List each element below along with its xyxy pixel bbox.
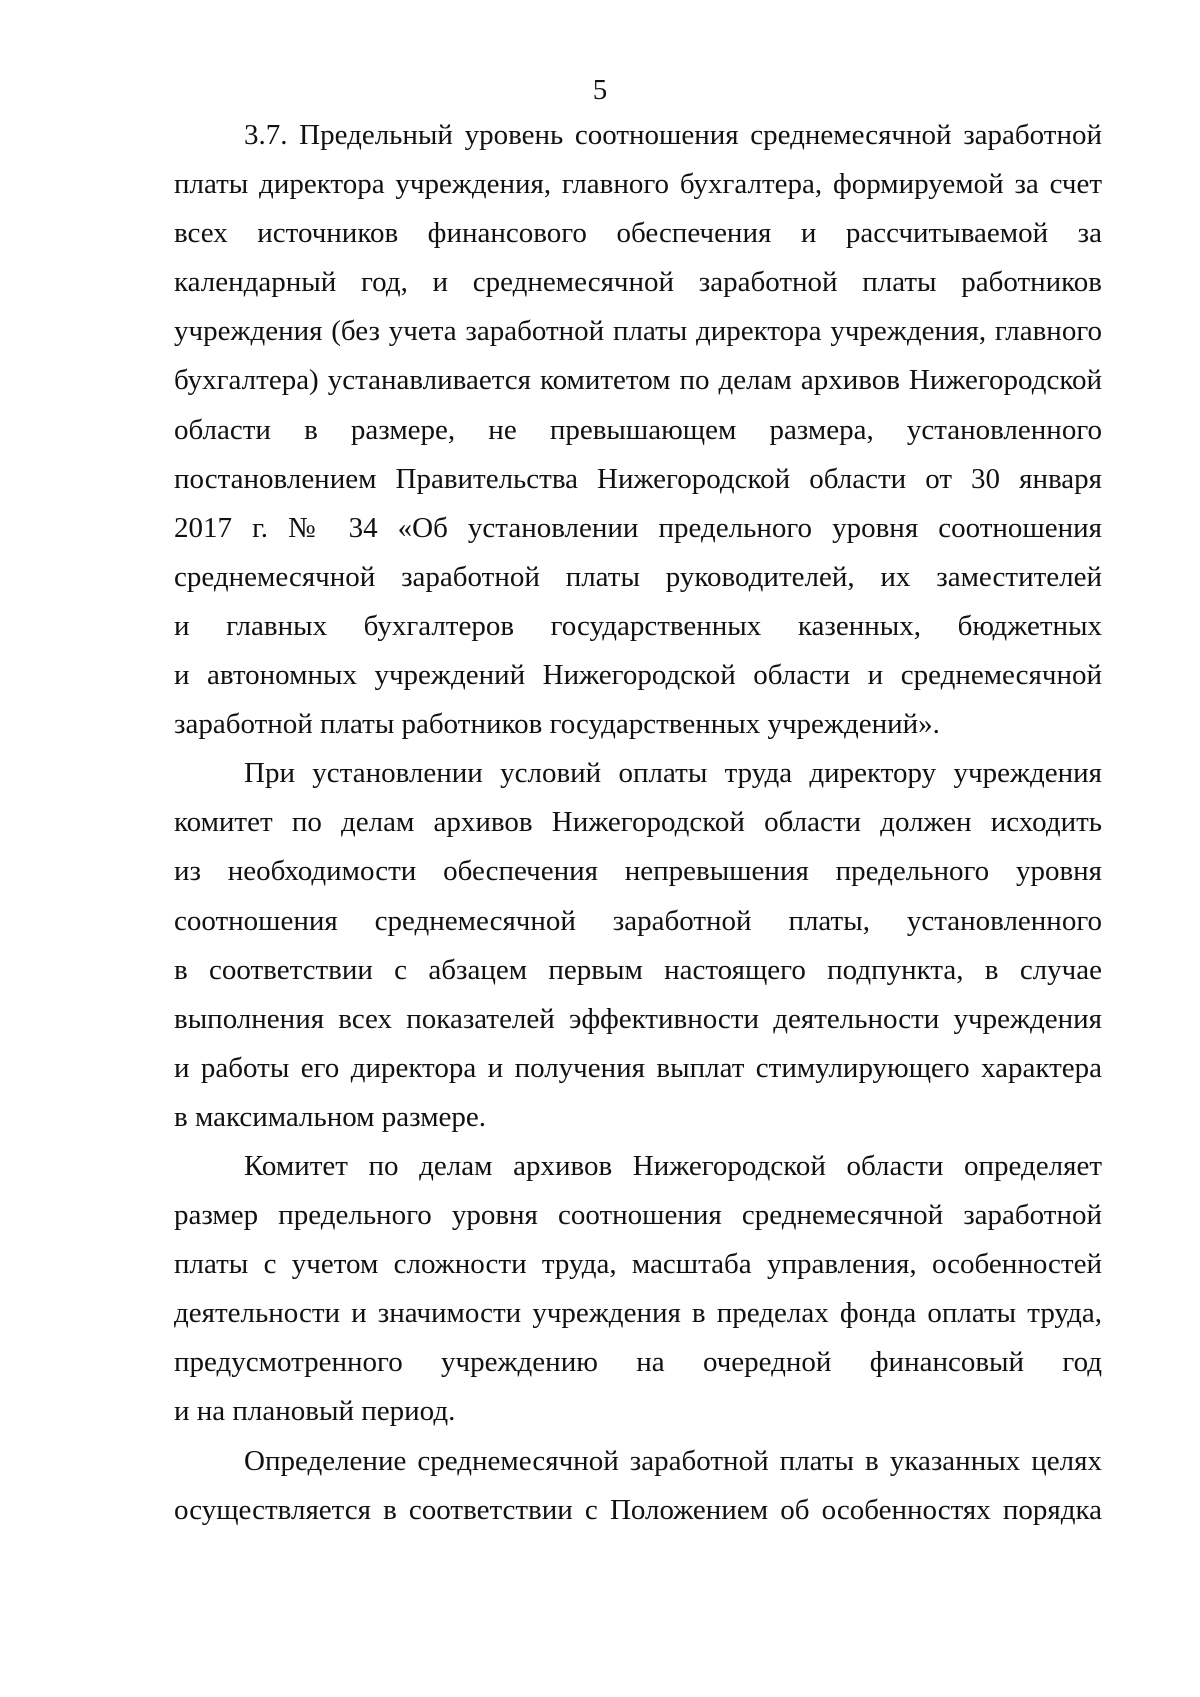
paragraph-3-7 xyxy=(174,111,1102,749)
text-line: и главных бухгалтеров государственных казенных, бюджетных xyxy=(174,609,1102,642)
text-line: в соответствии с абзацем первым настоящего подпункта, в случае xyxy=(174,953,1102,986)
text-line: платы с учетом сложности труда, масштаба управления, особенностей xyxy=(174,1248,1102,1281)
text-line: 3.7. Предельный уровень соотношения среднемесячной заработной xyxy=(244,119,1102,151)
text-line: платы директора учреждения, главного бухгалтера, формируемой за счет xyxy=(174,168,1102,201)
text-line: размер предельного уровня соотношения среднемесячной заработной xyxy=(174,1199,1102,1232)
text-line: и работы его директора и получения выплат стимулирующего характера xyxy=(174,1051,1102,1084)
document-body xyxy=(174,111,1102,1535)
text-line: в максимальном размере. xyxy=(174,1100,487,1133)
text-line: комитет по делам архивов Нижегородской области должен исходить xyxy=(174,806,1102,839)
text-line: осуществляется в соответствии с Положением об особенностях порядка xyxy=(174,1493,1102,1526)
text-line: всех источников финансового обеспечения и рассчитываемой за xyxy=(174,217,1102,250)
text-line: При установлении условий оплаты труда директору учреждения xyxy=(244,757,1102,790)
text-line: 2017 г. № 34 «Об установлении предельного уровня соотношения xyxy=(174,511,1102,544)
text-line: заработной платы работников государственных учреждений». xyxy=(174,708,940,741)
text-line: Комитет по делам архивов Нижегородской области определяет xyxy=(244,1149,1102,1182)
text-line: среднемесячной заработной платы руководителей, их заместителей xyxy=(174,560,1102,593)
text-line: и автономных учреждений Нижегородской области и среднемесячной xyxy=(174,659,1102,692)
text-line: учреждения (без учета заработной платы директора учреждения, главного xyxy=(174,315,1102,348)
text-line: и на плановый период. xyxy=(174,1395,456,1428)
text-line: Определение среднемесячной заработной платы в указанных целях xyxy=(244,1444,1102,1477)
page-number: 5 xyxy=(592,74,608,106)
text-line: деятельности и значимости учреждения в пределах фонда оплаты труда, xyxy=(174,1297,1102,1330)
text-line: постановлением Правительства Нижегородской области от 30 января xyxy=(174,462,1102,495)
text-line: бухгалтера) устанавливается комитетом по делам архивов Нижегородской xyxy=(174,364,1102,397)
text-line: предусмотренного учреждению на очередной финансовый год xyxy=(174,1346,1102,1379)
text-line: области в размере, не превышающем размера, установленного xyxy=(174,413,1102,446)
paragraph-director-conditions xyxy=(174,749,1102,1142)
paragraph-salary-definition xyxy=(174,1437,1102,1535)
text-line: соотношения среднемесячной заработной платы, установленного xyxy=(174,904,1102,937)
paragraph-committee-determines xyxy=(174,1142,1102,1437)
text-line: из необходимости обеспечения непревышения предельного уровня xyxy=(174,855,1102,888)
text-line: выполнения всех показателей эффективности деятельности учреждения xyxy=(174,1002,1102,1035)
text-line: календарный год, и среднемесячной заработной платы работников xyxy=(174,266,1102,299)
